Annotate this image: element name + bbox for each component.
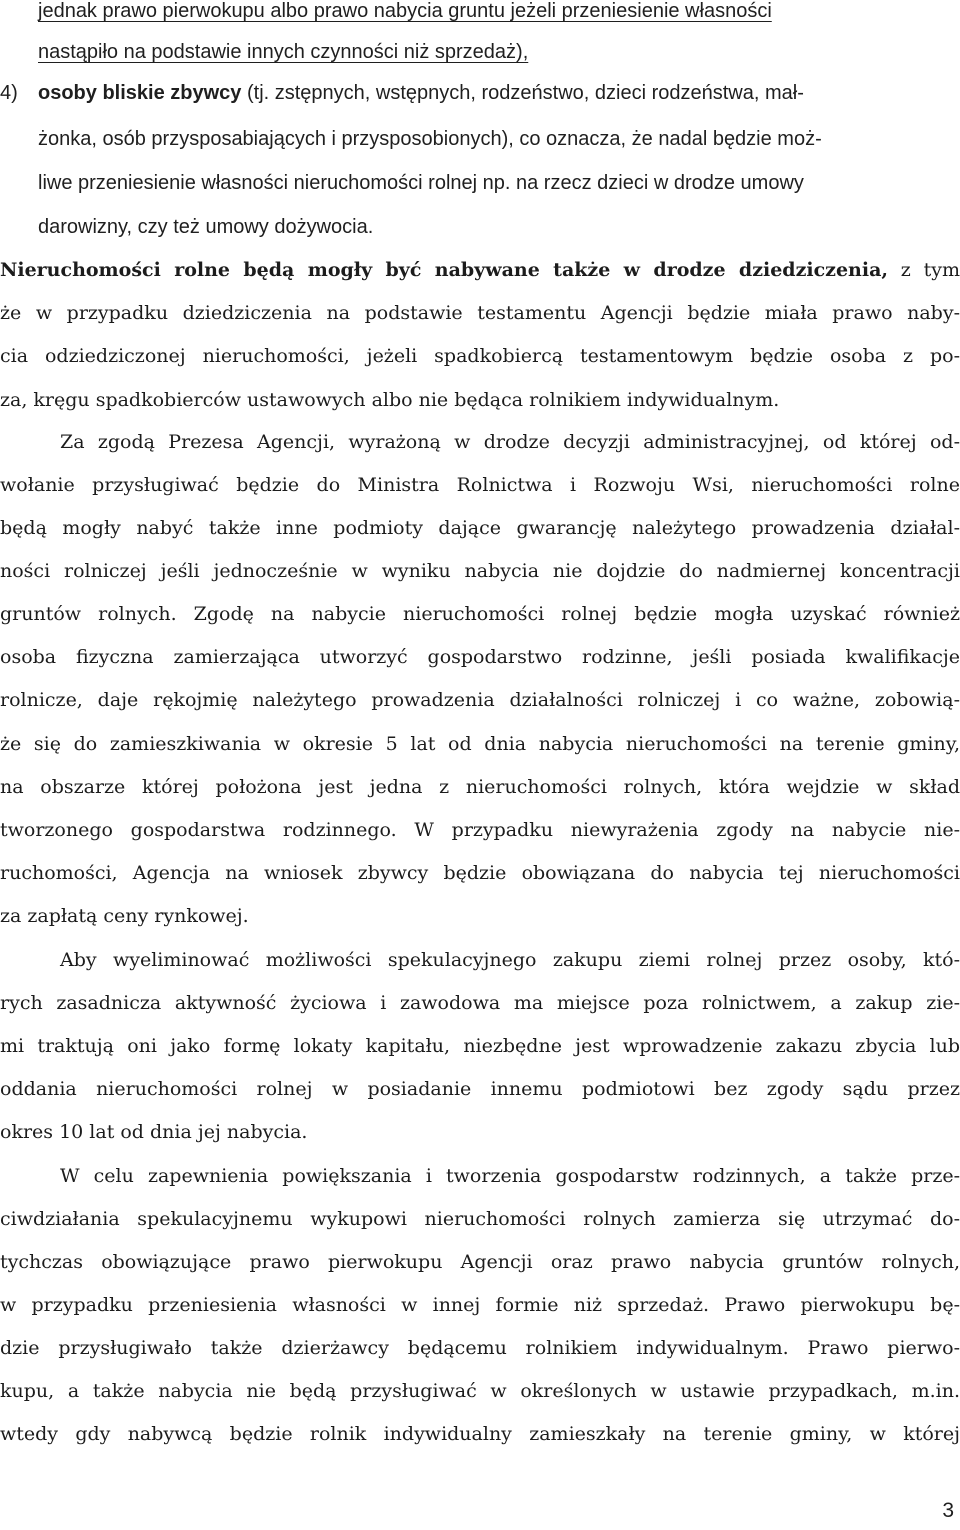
paragraph-speculation-line: oddania nieruchomości rolnej w posiadanie innemu podmiotowi bez zgody sądu przez (0, 1078, 960, 1100)
paragraph-preemption-line: kupu, a także nabycia nie będą przysługiwać w określonych w ustawie przypadkach, m.in. (0, 1380, 960, 1402)
list-item-4-line-1 (38, 78, 804, 108)
paragraph-consent-line: że się do zamieszkiwania w okresie 5 lat od dnia nabycia nieruchomości na terenie gminy, (0, 733, 960, 755)
paragraph-speculation-line: mi traktują oni jako formę lokaty kapitału, niezbędne jest wprowadzenie zakazu zbycia lub (0, 1035, 960, 1057)
list-item-4-line-3: liwe przeniesienie własności nieruchomości rolnej np. na rzecz dzieci w drodze umowy (38, 172, 804, 194)
list-item-4-line-2: żonka, osób przysposabiających i przysposobionych), co oznacza, że nadal będzie moż- (38, 128, 822, 150)
paragraph-speculation-line: Aby wyeliminować możliwości spekulacyjnego zakupu ziemi rolnej przez osoby, któ- (60, 949, 960, 971)
paragraph-consent-line: tworzonego gospodarstwa rodzinnego. W przypadku niewyrażenia zgody na nabycie nie- (0, 819, 960, 841)
paragraph-consent-line: ności rolniczej jeśli jednocześnie w wyniku nabycia nie dojdzie do nadmiernej koncentracji (0, 560, 960, 582)
paragraph-inheritance-line-3: cia odziedziczonej nieruchomości, jeżeli spadkobiercą testamentowym będzie osoba z po- (0, 345, 960, 367)
paragraph-inheritance-line-2: że w przypadku dziedziczenia na podstawie testamentu Agencji będzie miała prawo naby- (0, 302, 960, 324)
list-item-4-line-1-rest: (tj. zstępnych, wstępnych, rodzeństwo, dzieci rodzeństwa, mał- (241, 82, 804, 104)
paragraph-inheritance-line-1-rest: z tym (888, 259, 960, 281)
list-item-4-bold: osoby bliskie zbywcy (38, 82, 242, 104)
paragraph-preemption-line: w przypadku przeniesienia własności w innej formie niż sprzedaż. Prawo pierwokupu bę- (0, 1294, 960, 1316)
paragraph-inheritance-line-1 (0, 254, 960, 286)
paragraph-preemption-line: ciwdziałania spekulacyjnemu wykupowi nieruchomości rolnych zamierza się utrzymać do- (0, 1208, 960, 1230)
paragraph-preemption-line: tychczas obowiązujące prawo pierwokupu Agencji oraz prawo nabycia gruntów rolnych, (0, 1251, 960, 1273)
list-item-4-line-4: darowizny, czy też umowy dożywocia. (38, 216, 374, 238)
paragraph-speculation-line: okres 10 lat od dnia jej nabycia. (0, 1121, 308, 1143)
list-item-3-line-2: nastąpiło na podstawie innych czynności niż sprzedaż), (38, 41, 529, 63)
paragraph-consent-line: za zapłatą ceny rynkowej. (0, 905, 249, 927)
paragraph-consent-line: gruntów rolnych. Zgodę na nabycie nieruchomości rolnej będzie mogła uzyskać również (0, 603, 960, 625)
paragraph-consent-line: rolnicze, daje rękojmię należytego prowadzenia działalności rolniczej i co ważne, zobowią- (0, 689, 960, 711)
page-number: 3 (942, 1499, 954, 1522)
paragraph-consent-line: na obszarze której położona jest jedna z nieruchomości rolnych, która wejdzie w skład (0, 776, 960, 798)
paragraph-consent-line: będą mogły nabyć także inne podmioty dające gwarancję należytego prowadzenia działal- (0, 517, 960, 539)
list-item-3-line-1: jednak prawo pierwokupu albo prawo nabycia gruntu jeżeli przeniesienie własności (38, 0, 772, 22)
paragraph-consent-line: osoba fizyczna zamierzająca utworzyć gospodarstwo rodzinne, jeśli posiada kwalifikacje (0, 646, 960, 668)
paragraph-consent-line: ruchomości, Agencja na wniosek zbywcy będzie obowiązana do nabycia tej nieruchomości (0, 862, 960, 884)
paragraph-preemption-line: dzie przysługiwało także dzierżawcy będącemu rolnikiem indywidualnym. Prawo pierwo- (0, 1337, 960, 1359)
list-item-4-number: 4) (0, 82, 18, 104)
paragraph-inheritance-line-4: za, kręgu spadkobierców ustawowych albo nie będąca rolnikiem indywidualnym. (0, 389, 780, 411)
paragraph-speculation-line: rych zasadnicza aktywność życiowa i zawodowa ma miejsce poza rolnictwem, a zakup zie- (0, 992, 960, 1014)
paragraph-consent-line: Za zgodą Prezesa Agencji, wyrażoną w drodze decyzji administracyjnej, od której od- (60, 431, 960, 453)
paragraph-consent-line: wołanie przysługiwać będzie do Ministra Rolnictwa i Rozwoju Wsi, nieruchomości rolne (0, 474, 960, 496)
paragraph-inheritance-bold: Nieruchomości rolne będą mogły być nabywane także w drodze dziedziczenia, (0, 259, 888, 281)
paragraph-preemption-line: W celu zapewnienia powiększania i tworzenia gospodarstw rodzinnych, a także prze- (60, 1165, 960, 1187)
paragraph-preemption-line: wtedy gdy nabywcą będzie rolnik indywidualny zamieszkały na terenie gminy, w której (0, 1423, 960, 1445)
